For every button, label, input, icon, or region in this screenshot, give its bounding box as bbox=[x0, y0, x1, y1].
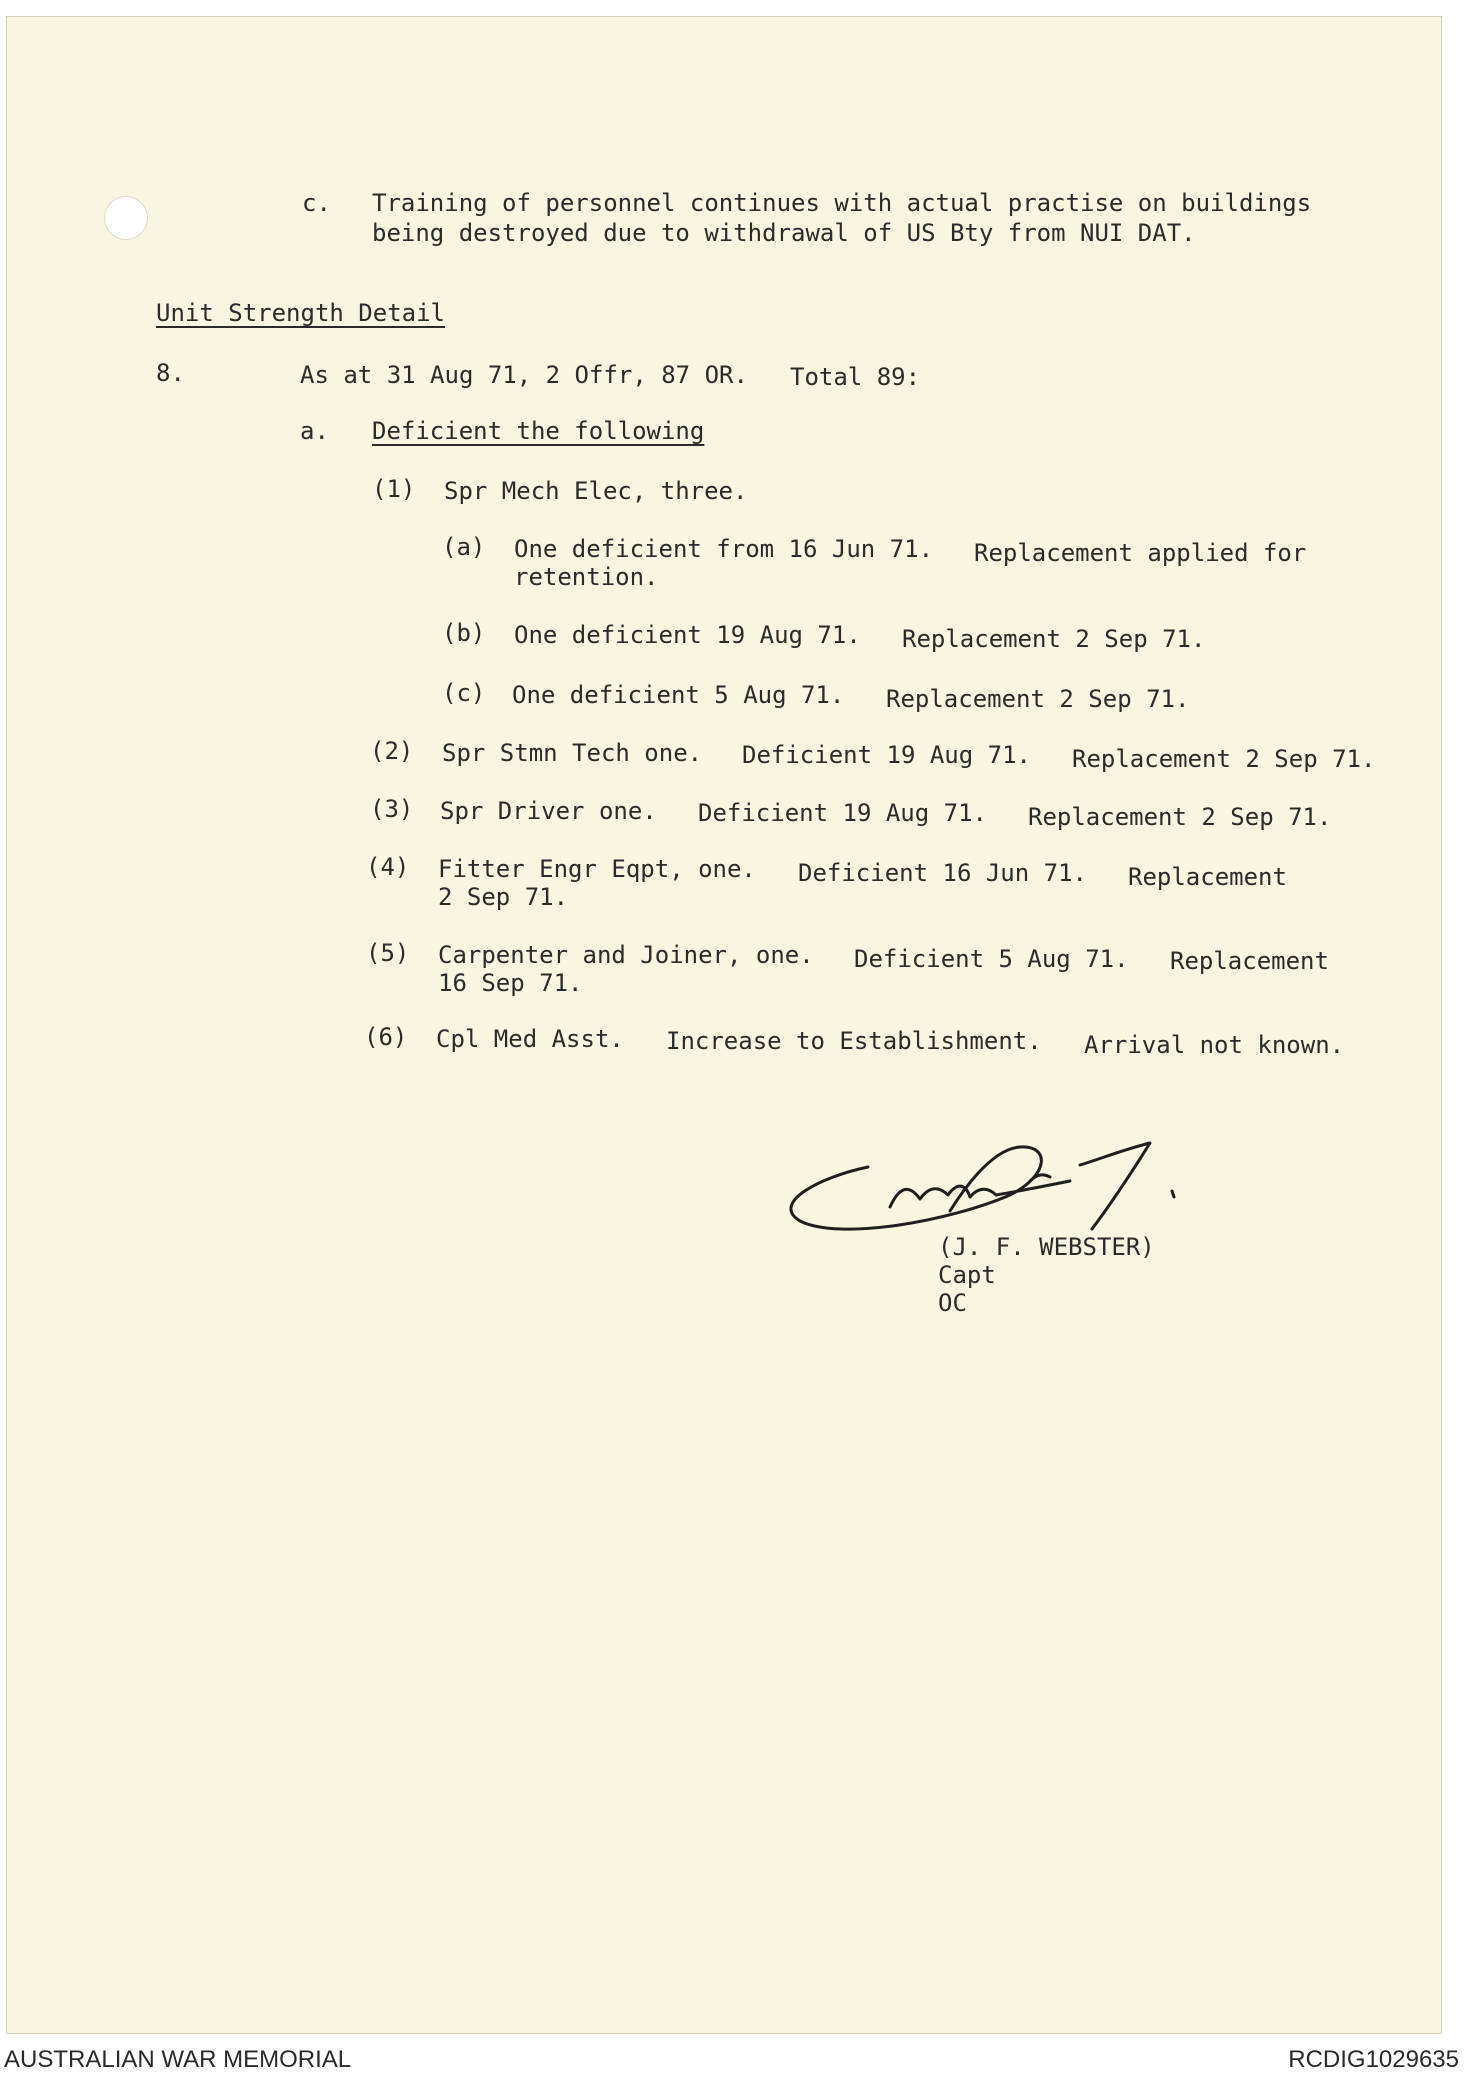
item-5-text: Carpenter and Joiner, one. bbox=[438, 941, 814, 969]
item-3-deficient: Deficient 19 Aug 71. bbox=[698, 799, 987, 827]
item-1c-number: (c) bbox=[442, 679, 486, 707]
item-1c-replacement: Replacement 2 Sep 71. bbox=[886, 685, 1190, 713]
item-1a-line2: retention. bbox=[514, 563, 659, 591]
item-2-text: Spr Stmn Tech one. bbox=[442, 739, 703, 767]
item-1b-line1: One deficient 19 Aug 71. bbox=[514, 621, 861, 649]
item-1b-number: (b) bbox=[442, 619, 486, 647]
signature-mark bbox=[780, 1125, 1210, 1235]
item-1a-replacement: Replacement applied for bbox=[974, 539, 1307, 567]
item-1c-line1: One deficient 5 Aug 71. bbox=[512, 681, 845, 709]
item-2-number: (2) bbox=[370, 737, 414, 765]
item-6-text: Cpl Med Asst. bbox=[436, 1025, 624, 1053]
item-4-number: (4) bbox=[366, 853, 410, 881]
para-c-line2: being destroyed due to withdrawal of US Bty from NUI DAT. bbox=[372, 219, 1196, 247]
item-1b-replacement: Replacement 2 Sep 71. bbox=[902, 625, 1206, 653]
item-2-deficient: Deficient 19 Aug 71. bbox=[742, 741, 1031, 769]
para-8-number: 8. bbox=[156, 359, 185, 387]
para-8-text: As at 31 Aug 71, 2 Offr, 87 OR. bbox=[300, 361, 748, 389]
item-1-text: Spr Mech Elec, three. bbox=[444, 477, 748, 505]
item-1-number: (1) bbox=[372, 475, 416, 503]
item-4-text: Fitter Engr Eqpt, one. bbox=[438, 855, 756, 883]
item-3-number: (3) bbox=[370, 795, 414, 823]
para-c-letter: c. bbox=[302, 189, 331, 217]
item-6-increase: Increase to Establishment. bbox=[666, 1027, 1042, 1055]
item-5-number: (5) bbox=[366, 939, 410, 967]
item-4-date: 2 Sep 71. bbox=[438, 883, 569, 911]
item-3-text: Spr Driver one. bbox=[440, 797, 657, 825]
punch-hole bbox=[104, 196, 148, 240]
item-6-number: (6) bbox=[364, 1023, 408, 1051]
signatory-rank: Capt bbox=[938, 1261, 996, 1289]
signatory-role: OC bbox=[938, 1289, 967, 1317]
item-1a-number: (a) bbox=[442, 533, 486, 561]
para-8-total: Total 89: bbox=[790, 363, 921, 391]
item-1a-line1: One deficient from 16 Jun 71. bbox=[514, 535, 934, 563]
section-heading: Unit Strength Detail bbox=[156, 299, 445, 327]
item-3-replacement: Replacement 2 Sep 71. bbox=[1028, 803, 1332, 831]
signatory-name: (J. F. WEBSTER) bbox=[938, 1233, 1155, 1261]
item-5-date: 16 Sep 71. bbox=[438, 969, 583, 997]
item-5-deficient: Deficient 5 Aug 71. bbox=[854, 945, 1129, 973]
item-4-replacement: Replacement bbox=[1128, 863, 1287, 891]
footer-institution: AUSTRALIAN WAR MEMORIAL bbox=[4, 2046, 352, 2073]
item-5-replacement: Replacement bbox=[1170, 947, 1329, 975]
sub-a-letter: a. bbox=[300, 417, 329, 445]
item-2-replacement: Replacement 2 Sep 71. bbox=[1072, 745, 1376, 773]
sub-a-text: Deficient the following bbox=[372, 417, 705, 445]
para-c-line1: Training of personnel continues with actual practise on buildings bbox=[372, 189, 1312, 217]
item-6-arrival: Arrival not known. bbox=[1084, 1031, 1345, 1059]
footer-record-id: RCDIG1029635 bbox=[1288, 2046, 1459, 2073]
item-4-deficient: Deficient 16 Jun 71. bbox=[798, 859, 1087, 887]
